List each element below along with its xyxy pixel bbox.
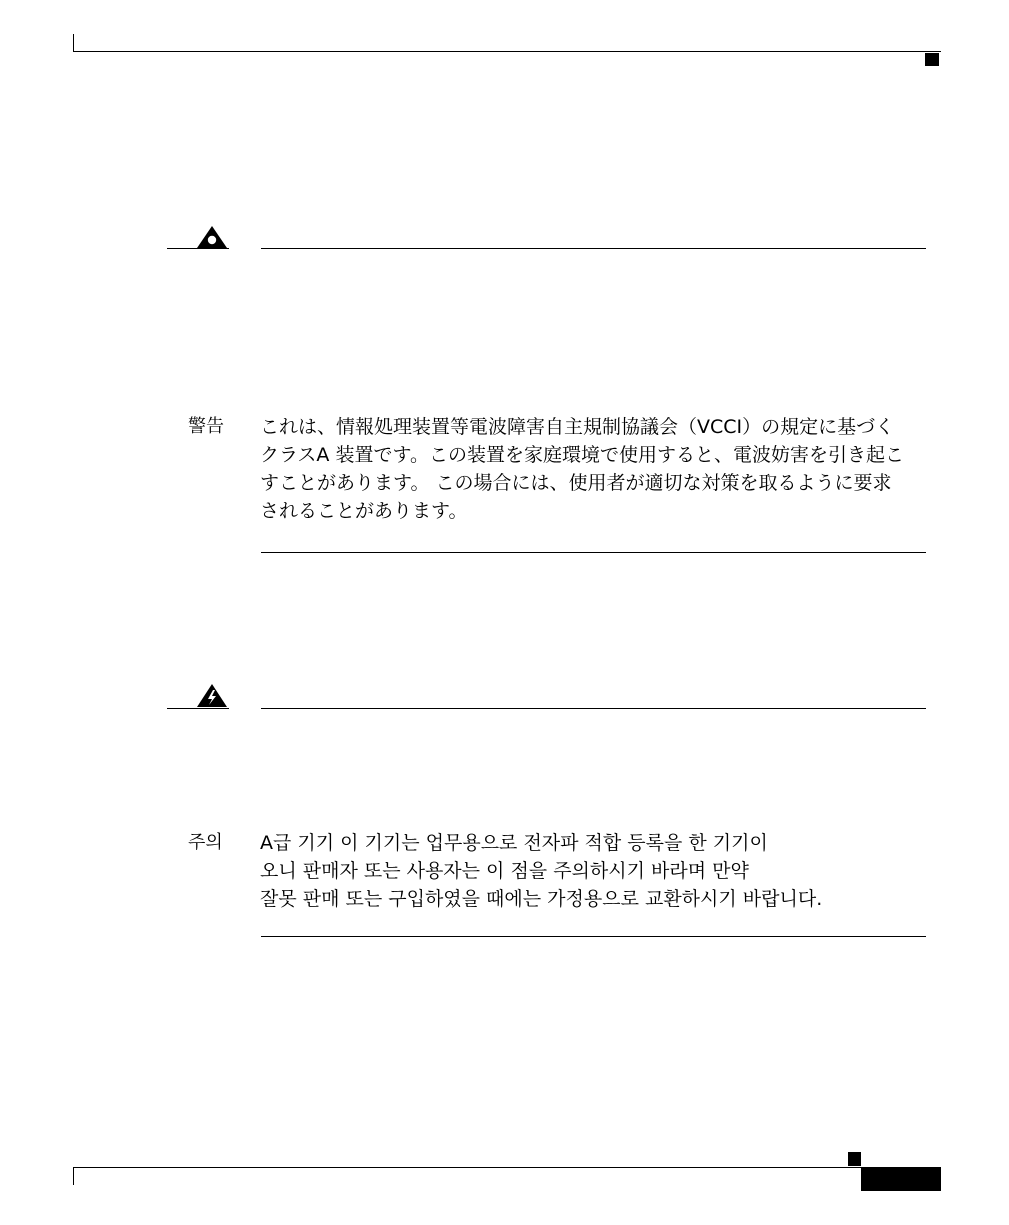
header-left-tick — [73, 34, 74, 52]
notice-line: クラスA 装置です。この装置を家庭環境で使用すると、電波妨害を引き起こ — [260, 444, 904, 466]
header-rule — [73, 51, 941, 52]
notice-bottom-rule — [261, 936, 926, 937]
header-marker-square — [925, 53, 939, 66]
notice-top-rule — [261, 708, 926, 709]
notice-line: 잘못 판매 또는 구입하였을 때에는 가정용으로 교환하시기 바랍니다. — [260, 888, 823, 910]
notice-icon-underline — [167, 248, 229, 249]
footer-page-tab — [861, 1167, 941, 1191]
notice-bottom-rule — [261, 552, 926, 553]
notice-top-rule — [261, 248, 926, 249]
notice-body — [260, 413, 904, 525]
notice-line: これは、情報処理装置等電波障害自主規制協議会（VCCI）の規定に基づく — [260, 416, 895, 438]
notice-body — [260, 829, 822, 913]
notice-line: A급 기기 이 기기는 업무용으로 전자파 적합 등록을 한 기기이 — [260, 832, 768, 854]
notice-line: 오니 판매자 또는 사용자는 이 점을 주의하시기 바라며 만약 — [260, 860, 749, 882]
notice-line: されることがあります。 — [260, 500, 468, 522]
notice-icon-underline — [167, 708, 229, 709]
footer-left-tick — [73, 1167, 74, 1185]
notice-line: すことがあります。 この場合には、使用者が適切な対策を取るように要求 — [260, 472, 892, 494]
footer-marker-square — [848, 1152, 861, 1166]
notice-label: 주의 — [188, 832, 223, 853]
footer-rule — [73, 1167, 941, 1168]
notice-label: 警告 — [188, 416, 224, 437]
